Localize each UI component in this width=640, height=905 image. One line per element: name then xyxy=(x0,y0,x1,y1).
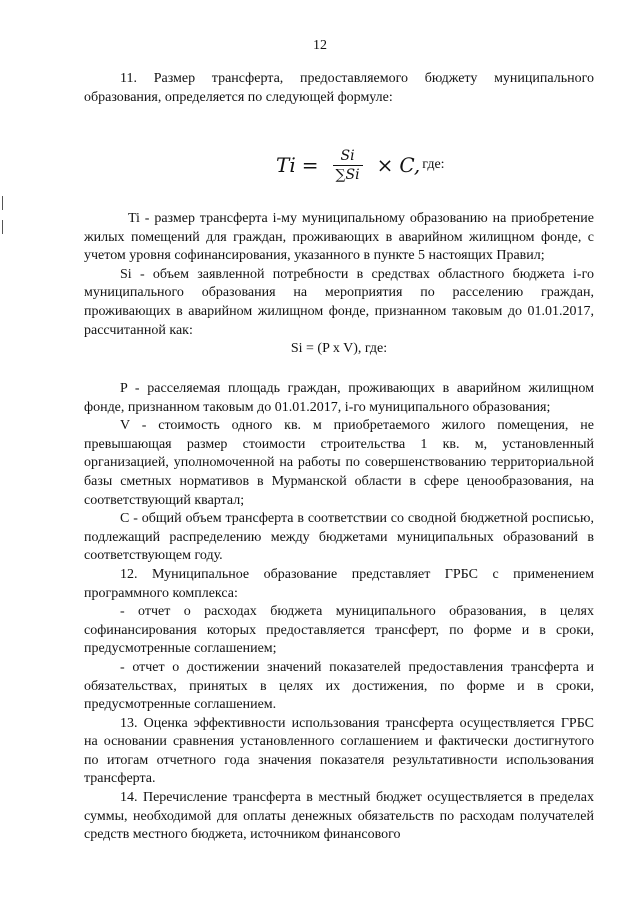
margin-mark xyxy=(2,196,3,210)
margin-mark xyxy=(2,220,3,234)
definition-ti: Ti - размер трансферта i-му муниципальному образованию на приобретение жилых помещений для граждан, проживающих в аварийном жилищном фонде, с учетом уровня софинансирования, указанного в пункте 5 настоящих Правил; xyxy=(84,211,594,264)
definition-si: Si - объем заявленной потребности в средствах областного бюджета i-го муниципального образования на мероприятия по расселению граждан, проживающих в аварийном жилищном фонде, признанном таковым до 01.01.2017, рассчитанной как: xyxy=(84,266,594,338)
paragraph-text: 11. Размер трансферта, предоставляемого бюджету муниципального образования, определяется по следующей формуле: xyxy=(84,71,594,105)
definition-v: V - стоимость одного кв. м приобретаемого жилого помещения, не превышающая размер стоимости строительства 1 кв. м, установленный организацией, уполномоченной на работы по совершенствованию территориальной базы сметных нормативов в Мурманской области в сфере ценообразования, на соответствующий квартал; xyxy=(84,418,594,508)
formula-lhs: Ti xyxy=(276,153,296,177)
formula-times: × xyxy=(376,153,394,177)
paragraph-11 xyxy=(84,70,594,107)
paragraph-12-item-a: - отчет о расходах бюджета муниципального образования, в целях софинансирования которых предоставляется трансферт, по форме и в сроки, предусмотренные соглашением; xyxy=(84,604,594,657)
paragraph-14: 14. Перечисление трансферта в местный бюджет осуществляется в пределах суммы, необходимой для оплаты денежных обязательств по расходам получателей средств местного бюджета, источником финансового xyxy=(84,790,594,843)
transfer-formula xyxy=(276,142,445,188)
formula-denominator: ∑Si xyxy=(333,165,363,183)
paragraph-13: 13. Оценка эффективности использования трансферта осуществляется ГРБС на основании сравнения установленного соглашением и фактически достигнутого по итогам отчетного года значения показателя результативности использования трансферта. xyxy=(84,715,594,787)
definition-c: C - общий объем трансферта в соответствии со сводной бюджетной росписью, подлежащий распределению между бюджетами муниципальных образований в соответствующем году. xyxy=(84,511,594,564)
paragraph-12: 12. Муниципальное образование представляет ГРБС с применением программного комплекса: xyxy=(84,566,594,601)
formula-where: где: xyxy=(422,157,445,172)
formula-fraction xyxy=(333,148,363,183)
formula-equals: = xyxy=(301,153,319,177)
si-formula: Si = (P x V), где: xyxy=(290,341,388,357)
variables-block xyxy=(84,380,594,845)
definition-p: P - расселяемая площадь граждан, проживающих в аварийном жилищном фонде, признанном таковым до 01.01.2017, i-го муниципального образования; xyxy=(84,381,594,415)
definitions-block xyxy=(84,210,594,359)
paragraph-12-item-b: - отчет о достижении значений показателей предоставления трансферта и обязательствах, принятых в целях их достижения, по форме и в сроки, предусмотренные соглашением. xyxy=(84,659,594,713)
page-number: 12 xyxy=(313,38,327,53)
formula-numerator: Si xyxy=(340,147,355,164)
formula-factor: C, xyxy=(399,153,421,177)
